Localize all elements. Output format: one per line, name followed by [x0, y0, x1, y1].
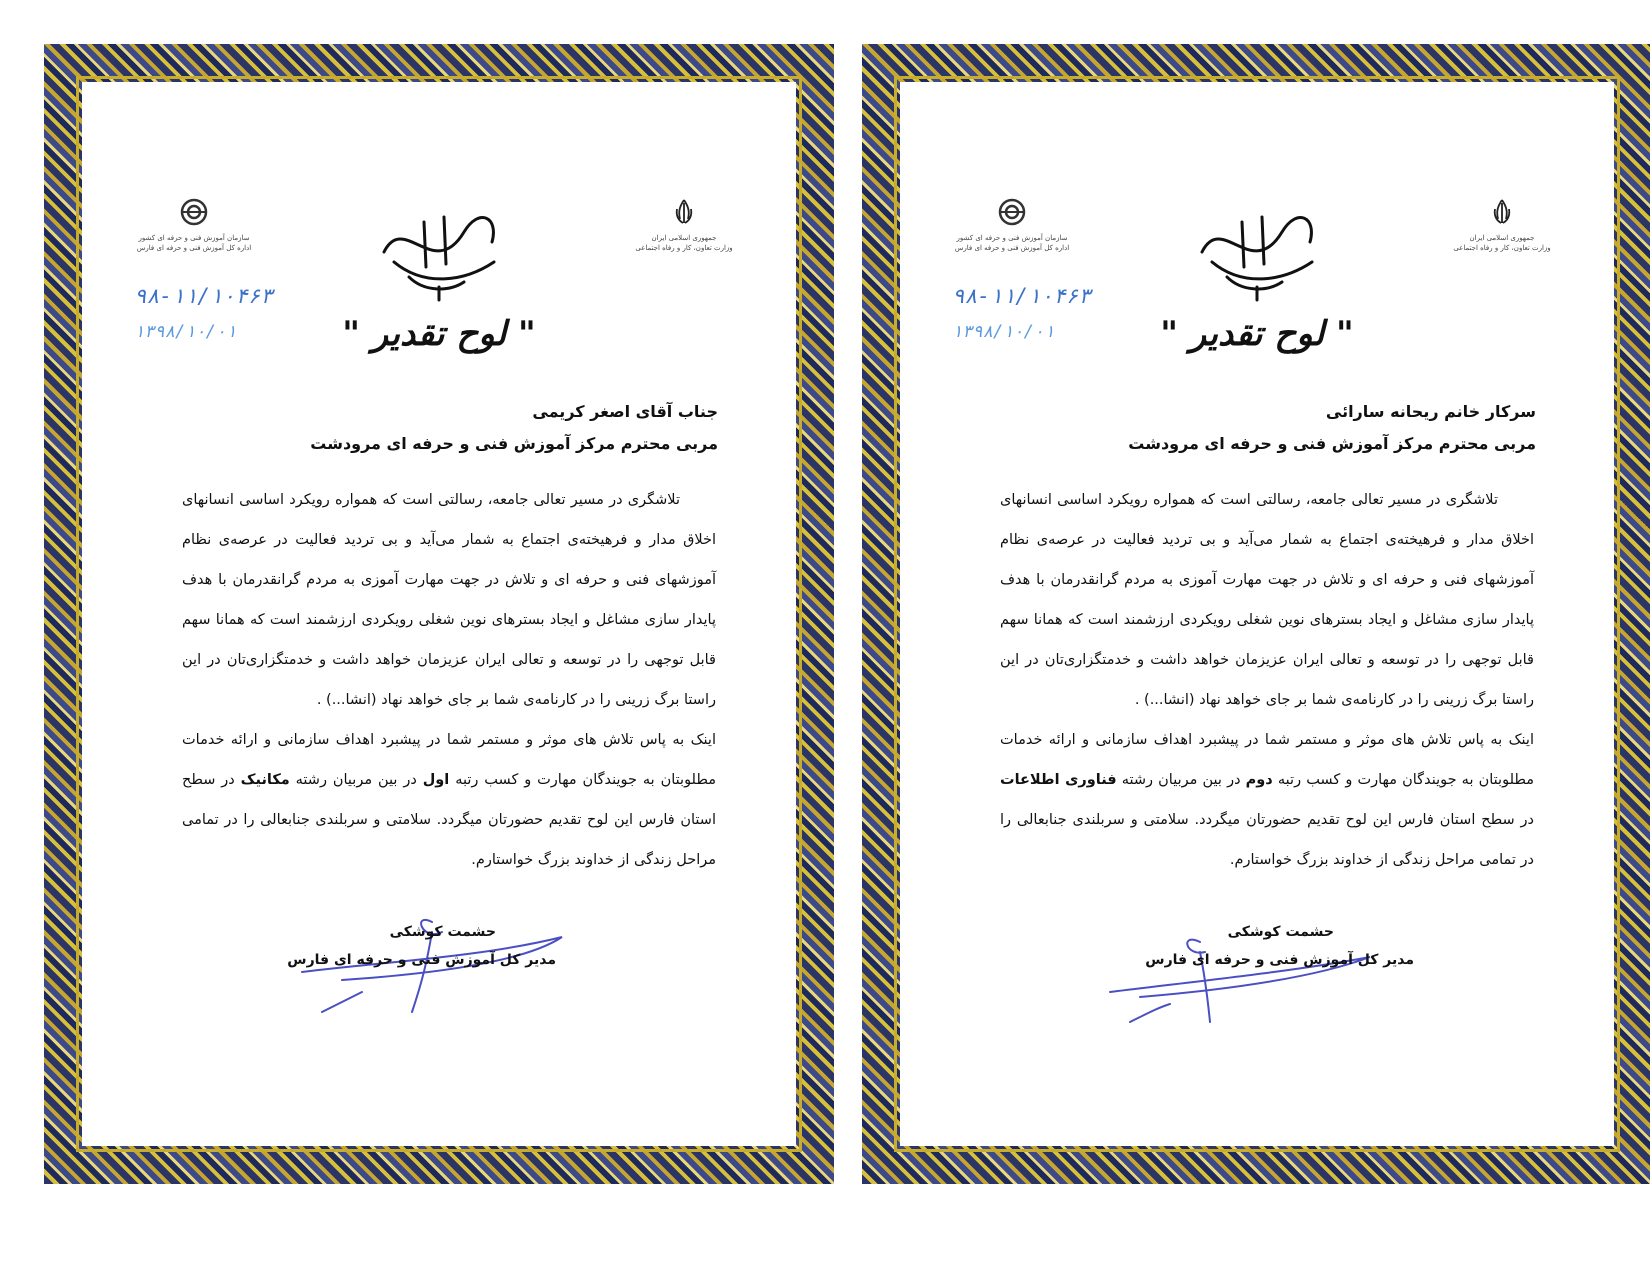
recipient-position: مربی محترم مرکز آموزش فنی و حرفه ای مرودشت — [1128, 434, 1536, 453]
certificate-reyhaneh-saraei — [862, 44, 1650, 1184]
signatory-name: حشمت کوشکی — [389, 924, 496, 940]
ministry-caption: جمهوری اسلامی ایران وزارت تعاون، کار و رفاه اجتماعی — [1453, 234, 1551, 252]
reference-date: ۱۳۹۸/۱۰/۰۱ — [134, 322, 237, 342]
certificate-body — [182, 480, 716, 880]
certificate-title: " لوح تقدیر " — [1160, 314, 1354, 354]
basmala-text — [1256, 302, 1257, 303]
body-p2-part-c: در سطح استان فارس این لوح تقدیم حضورتان میگردد. سلامتی و سربلندی جنابعالی را در تمامی مراحل زندگی از خداوند بزرگ خواستارم. — [1000, 812, 1534, 868]
body-paragraph-2 — [1000, 720, 1534, 880]
certificate-body — [1000, 480, 1534, 880]
field-text: فناوری اطلاعات — [1000, 772, 1117, 788]
signatory-title: مدیر کل آموزش فنی و حرفه ای فارس — [1145, 952, 1414, 968]
signatory-title: مدیر کل آموزش فنی و حرفه ای فارس — [287, 952, 556, 968]
rank-text: اول — [422, 772, 450, 788]
rank-text: دوم — [1245, 772, 1273, 788]
certificate-inner — [82, 82, 796, 1146]
body-p2-part-a: اینک به پاس تلاش های موثر و مستمر شما در پیشبرد اهداف سازمانی و ارائه خدمات مطلوبتان به جویندگان مهارت و کسب رتبه — [182, 732, 717, 788]
body-paragraph-2 — [182, 720, 716, 880]
basmala-calligraphy-icon — [364, 192, 514, 302]
certificate-title: " لوح تقدیر " — [342, 314, 536, 354]
recipient-position: مربی محترم مرکز آموزش فنی و حرفه ای مرودشت — [310, 434, 718, 453]
body-paragraph-1: تلاشگری در مسیر تعالی جامعه، رسالتی است که همواره رویکرد اساسی انسانهای اخلاق مدار و فرهیخته‌ی اجتماع به شمار می‌آید و بی تردید فعالیت در عرصه‌ی نظام آموزشهای فنی و حرفه ای و تلاش در جهت مهارت آموزی به مردم گرانقدرمان با هدف پایدار سازی مشاغل و ایجاد بسترهای نوین شغلی رویکردی ارزشمند است که همانا سهم قابل توجهی را در توسعه و تعالی ایران عزیزمان خواهد داشت و خدمتگزاری‌تان در این راستا برگ زرینی را در کارنامه‌ی شما بر جای خواهد نهاد (انشا...) . — [182, 492, 716, 708]
basmala-text — [438, 302, 439, 303]
body-p2-part-c: در سطح استان فارس این لوح تقدیم حضورتان میگردد. سلامتی و سربلندی جنابعالی را در تمامی مراحل زندگی از خداوند بزرگ خواستارم. — [182, 772, 716, 868]
signatory-name: حشمت کوشکی — [1227, 924, 1334, 940]
recipient-salutation: جناب آقای اصغر کریمی — [532, 402, 718, 421]
body-p2-part-a: اینک به پاس تلاش های موثر و مستمر شما در پیشبرد اهداف سازمانی و ارائه خدمات مطلوبتان به جویندگان مهارت و کسب رتبه — [1000, 732, 1535, 788]
reference-date: ۱۳۹۸/۱۰/۰۱ — [952, 322, 1055, 342]
recipient-salutation: سرکار خانم ریحانه سارائی — [1325, 402, 1536, 421]
body-p2-part-b: در بین مربیان رشته — [1121, 772, 1241, 788]
basmala-calligraphy-icon — [1182, 192, 1332, 302]
certificate-asghar-karimi — [44, 44, 834, 1184]
reference-number: ۹۸-۱۱/۱۰۴۶۳ — [952, 284, 1092, 308]
tvto-caption: سازمان آموزش فنی و حرفه ای کشور اداره کل آموزش فنی و حرفه ای فارس — [136, 234, 252, 252]
reference-number: ۹۸-۱۱/۱۰۴۶۳ — [134, 284, 274, 308]
ministry-caption: جمهوری اسلامی ایران وزارت تعاون، کار و رفاه اجتماعی — [635, 234, 733, 252]
body-paragraph-1: تلاشگری در مسیر تعالی جامعه، رسالتی است که همواره رویکرد اساسی انسانهای اخلاق مدار و فرهیخته‌ی اجتماع به شمار می‌آید و بی تردید فعالیت در عرصه‌ی نظام آموزشهای فنی و حرفه ای و تلاش در جهت مهارت آموزی به مردم گرانقدرمان با هدف پایدار سازی مشاغل و ایجاد بسترهای نوین شغلی رویکردی ارزشمند است که همانا سهم قابل توجهی را در توسعه و تعالی ایران عزیزمان خواهد داشت و خدمتگزاری‌تان در این راستا برگ زرینی را در کارنامه‌ی شما بر جای خواهد نهاد (انشا...) . — [1000, 492, 1534, 708]
tvto-caption: سازمان آموزش فنی و حرفه ای کشور اداره کل آموزش فنی و حرفه ای فارس — [954, 234, 1070, 252]
field-text: مکانیک — [240, 772, 290, 788]
certificate-inner — [900, 82, 1614, 1146]
body-p2-part-b: در بین مربیان رشته — [295, 772, 417, 788]
